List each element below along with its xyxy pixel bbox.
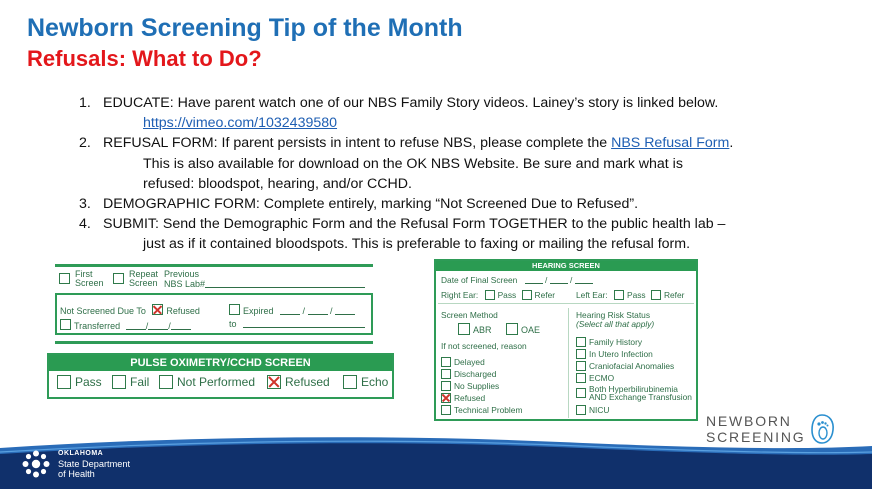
- discharged-checkbox: [441, 369, 451, 379]
- step-text: DEMOGRAPHIC FORM: Complete entirely, marking “Not Screened Due to Refused”.: [103, 196, 639, 213]
- nicu-label: NICU: [589, 405, 610, 415]
- hearing-header: HEARING SCREEN: [436, 261, 696, 271]
- to-label: to: [229, 319, 237, 329]
- vimeo-link[interactable]: https://vimeo.com/1032439580: [143, 115, 338, 132]
- to-line: [243, 319, 365, 328]
- technical-problem-checkbox: [441, 405, 451, 415]
- no-supplies-checkbox: [441, 381, 451, 391]
- oklahoma-health-logo: [20, 447, 150, 483]
- step-educate: [79, 93, 769, 133]
- form-rule: [55, 341, 373, 344]
- hyper-label-2: AND Exchange Transfusion: [589, 392, 692, 402]
- transferred-checkbox: [60, 319, 71, 330]
- ecmo-label: ECMO: [589, 373, 615, 383]
- refused-label: Refused: [166, 306, 200, 316]
- org-line-1: OKLAHOMA: [58, 450, 104, 457]
- not-performed-option: [159, 375, 255, 389]
- abr-label: ABR: [473, 325, 492, 335]
- state-emblem-icon: [20, 449, 52, 479]
- step-text: REFUSAL FORM: If parent persists in intent to refuse NBS, please complete the: [103, 135, 612, 152]
- right-refer-label: Refer: [534, 290, 556, 300]
- hyper-label-1: Both Hyperbilirubinemia: [589, 384, 678, 394]
- refused-checkbox: [441, 393, 451, 403]
- pulse-oximetry-box: [47, 353, 394, 399]
- step-submit: [79, 214, 769, 254]
- echo-label: Echo: [361, 375, 389, 389]
- date-line: [280, 306, 300, 315]
- divider: [438, 303, 694, 304]
- oae-checkbox: [506, 323, 518, 335]
- right-ear-label: Right Ear:: [441, 290, 479, 300]
- refused-label: Refused: [285, 375, 330, 389]
- first-screen-label-1: First: [75, 269, 93, 279]
- left-pass-checkbox: [614, 290, 624, 300]
- nbs-refusal-form-link[interactable]: NBS Refusal Form: [611, 135, 730, 152]
- left-pass-label: Pass: [626, 290, 646, 300]
- right-pass-label: Pass: [497, 290, 517, 300]
- refused-checkbox: [152, 304, 163, 315]
- previous-label-2: NBS Lab#: [164, 279, 206, 289]
- date-final-screen-label: Date of Final Screen: [441, 275, 518, 285]
- not-screened-label: Not Screened Due To: [60, 306, 146, 316]
- fail-option: [112, 375, 149, 389]
- family-history-checkbox: [576, 337, 586, 347]
- repeat-screen-checkbox: [113, 273, 124, 284]
- previous-label-1: Previous: [164, 269, 200, 279]
- divider: [568, 308, 569, 418]
- step-text-end: .: [729, 135, 734, 152]
- not-performed-label: Not Performed: [177, 375, 256, 389]
- delayed-checkbox: [441, 357, 451, 367]
- no-supplies-label: No Supplies: [454, 381, 500, 391]
- pass-option: [57, 375, 102, 389]
- hearing-screen-box: HEARING SCREEN Date of Final Screen / / Right Ear: Pass Refer Left Ear: Pass Refer Screen Method ABR OAE If not screened, reason Delayed Discharged No Supplies Refused Technical Problem Hearing Risk Status (Select all that apply) Family History In Utero Infection Craniofacial Anomalies ECMO Both Hyperbilirubinemia AND Exchange Transfusion NICU: [434, 259, 698, 421]
- not-screened-box: Not Screened Due To Refused Expired / / Transferred / / to: [55, 293, 373, 335]
- echo-checkbox: [343, 375, 357, 389]
- first-screen-label-2: Screen: [75, 278, 104, 288]
- logo-word-newborn: NEWBORN: [706, 413, 792, 429]
- abr-checkbox: [458, 323, 470, 335]
- left-refer-label: Refer: [663, 290, 685, 300]
- step-refusal-form: [79, 133, 769, 194]
- discharged-label: Discharged: [454, 369, 497, 379]
- risk-status-title: Hearing Risk Status: [576, 310, 651, 320]
- repeat-screen-label-1: Repeat: [129, 269, 159, 279]
- date-line: [171, 321, 191, 330]
- nicu-checkbox: [576, 405, 586, 415]
- step-number: 4.: [79, 216, 91, 233]
- if-not-screened-label: If not screened, reason: [441, 341, 527, 351]
- step-text-line: This is also available for download on the OK NBS Website. Be sure and mark what is: [143, 155, 683, 172]
- steps-list: [79, 93, 769, 255]
- demographic-form-excerpt: [55, 264, 373, 344]
- step-text: EDUCATE: Have parent watch one of our NBS Family Story videos. Lainey’s story is linked below.: [103, 95, 719, 111]
- date-line: [126, 321, 146, 330]
- left-ear-label: Left Ear:: [576, 290, 608, 300]
- screen-method-label: Screen Method: [441, 310, 498, 320]
- fail-checkbox: [112, 375, 126, 389]
- transferred-label: Transferred: [74, 321, 121, 331]
- not-performed-checkbox: [159, 375, 173, 389]
- fail-label: Fail: [130, 375, 150, 389]
- ecmo-checkbox: [576, 373, 586, 383]
- oae-label: OAE: [521, 325, 541, 335]
- left-refer-checkbox: [651, 290, 661, 300]
- refused-checkbox: [267, 375, 281, 389]
- page-subtitle: Refusals: What to Do?: [27, 46, 262, 71]
- previous-lab-line: [205, 279, 365, 288]
- technical-problem-label: Technical Problem: [454, 405, 523, 415]
- pass-label: Pass: [75, 375, 102, 389]
- in-utero-label: In Utero Infection: [589, 349, 653, 359]
- step-text-line: refused: bloodspot, hearing, and/or CCHD.: [143, 175, 412, 192]
- pulse-ox-header: PULSE OXIMETRY/CCHD SCREEN: [49, 355, 392, 371]
- refused-label: Refused: [454, 393, 486, 403]
- echo-option: [343, 375, 388, 389]
- expired-checkbox: [229, 304, 240, 315]
- step-demographic-form: [79, 194, 769, 214]
- date-line: [525, 275, 543, 284]
- step-text-line: just as if it contained bloodspots. This is preferable to faxing or mailing the refusal form.: [143, 236, 691, 253]
- step-number: 1.: [79, 95, 91, 111]
- logo-word-screening: SCREENING: [706, 429, 806, 445]
- hyperbilirubinemia-checkbox: [576, 388, 586, 398]
- step-number: 3.: [79, 196, 91, 213]
- family-history-label: Family History: [589, 337, 643, 347]
- right-refer-checkbox: [522, 290, 532, 300]
- craniofacial-label: Craniofacial Anomalies: [589, 361, 675, 371]
- date-line: [575, 275, 593, 284]
- date-line: [148, 321, 168, 330]
- risk-status-subtitle: (Select all that apply): [576, 319, 655, 329]
- first-screen-checkbox: [59, 273, 70, 284]
- refused-option: [267, 375, 330, 389]
- repeat-screen-label-2: Screen: [129, 278, 158, 288]
- in-utero-checkbox: [576, 349, 586, 359]
- page-title: Newborn Screening Tip of the Month: [27, 14, 463, 42]
- step-text: SUBMIT: Send the Demographic Form and the Refusal Form TOGETHER to the public health lab –: [103, 216, 726, 233]
- delayed-label: Delayed: [454, 357, 485, 367]
- craniofacial-checkbox: [576, 361, 586, 371]
- org-line-2: State Department: [58, 459, 131, 469]
- date-line: [308, 306, 328, 315]
- org-line-3: of Health: [58, 469, 95, 479]
- right-pass-checkbox: [485, 290, 495, 300]
- expired-label: Expired: [243, 306, 274, 316]
- date-line: [335, 306, 355, 315]
- pass-checkbox: [57, 375, 71, 389]
- date-line: [550, 275, 568, 284]
- form-rule: [55, 264, 373, 267]
- step-number: 2.: [79, 135, 91, 152]
